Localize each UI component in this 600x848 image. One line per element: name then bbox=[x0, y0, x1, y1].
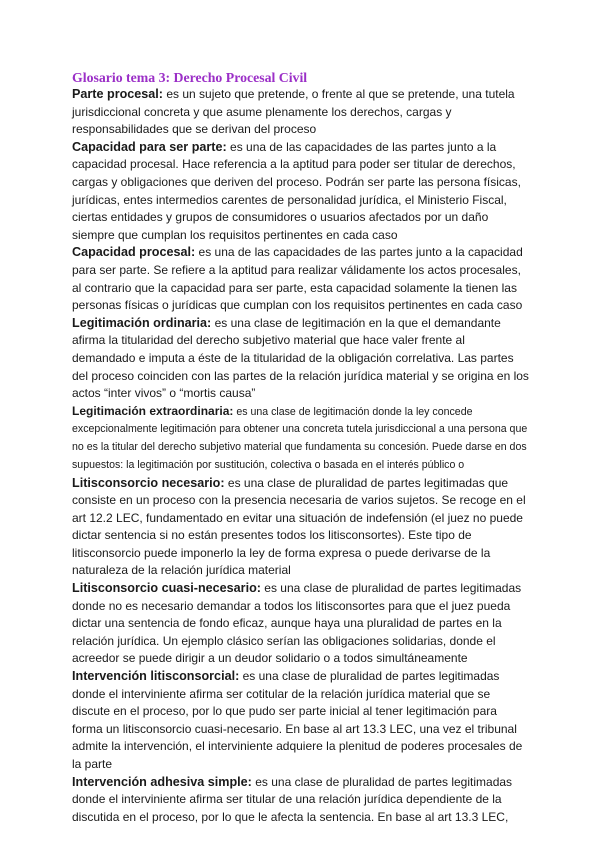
glossary-entry bbox=[72, 668, 530, 774]
entry-definition: es una de las capacidades de las partes junto a la capacidad para ser parte. Se refiere a la aptitud para realizar válidamente los actos procesales, al contrario que la capacidad para ser parte, esta capacidad solamente la tienen las personas físicas o jurídicas que cumplan con los requisitos pertinentes en cada caso bbox=[72, 245, 523, 313]
entry-definition: es una clase de legitimación en la que el demandante afirma la titularidad del derecho subjetivo material que hace valer frente al demandado e imputa a éste de la titularidad de la obligación correlativa. Las partes del proceso coinciden con las partes de la relación jurídica material y se origina en los actos “inter vivos” o “mortis causa” bbox=[72, 315, 529, 401]
glossary-entry bbox=[72, 403, 530, 475]
entry-term: Intervención litisconsorcial: bbox=[72, 669, 240, 684]
document-page bbox=[72, 69, 530, 826]
entry-definition: es una clase de pluralidad de partes legitimadas que consiste en un proceso con la presencia necesaria de varios sujetos. Se recoge en el art 12.2 LEC, fundamentado en evitar una situación de indefensión (el juez no puede dictar sentencia si no están presentes todos los litisconsortes). Este tipo de litisconsorcio puede imponerlo la ley de forma expresa o puede derivarse de la naturaleza de la relación jurídica material bbox=[72, 475, 526, 578]
glossary-entry bbox=[72, 244, 530, 314]
entry-term: Legitimación extraordinaria: bbox=[72, 403, 234, 418]
glossary-entry bbox=[72, 86, 530, 139]
entry-term: Intervención adhesiva simple: bbox=[72, 774, 252, 789]
entry-definition: es una clase de pluralidad de partes legitimadas donde no es necesario demandar a todos los litisconsortes para que el juez pueda dictar una sentencia de fondo eficaz, aunque haya una pluralidad de partes en la relación jurídica. Un ejemplo clásico serían las obligaciones solidarias, donde el acreedor se puede dirigir a un deudor solidario o a todos simultáneamente bbox=[72, 581, 522, 666]
entry-definition: es una clase de pluralidad de partes legitimadas donde el interviniente afirma ser cotitular de la relación jurídica material que se discute en el proceso, por lo que pudo ser parte inicial al tener legitimación para forma un litisconsorcio cuasi-necesario. En base al art 13.3 LEC, una vez el tribunal admite la intervención, el interviniente adquiere la plenitud de poderes procesales de la parte bbox=[72, 669, 523, 771]
entry-definition: es una clase de pluralidad de partes legitimadas donde el interviniente afirma ser titular de una relación jurídica dependiente de la discutida en el proceso, por lo que le afecta la sentencia. En base al art 13.3 LEC, bbox=[72, 774, 513, 824]
glossary-entry bbox=[72, 315, 530, 403]
entry-term: Litisconsorcio necesario: bbox=[72, 475, 225, 490]
entry-term: Capacidad para ser parte: bbox=[72, 139, 227, 154]
entry-definition: es una clase de legitimación donde la ley concede excepcionalmente legitimación para obtener una concreta tutela jurisdiccional a una persona que no es la titular del derecho subjetivo material que fundamenta su concesión. Puede darse en dos supuestos: la legitimación por sustitución, colectiva o basada en el interés público o bbox=[72, 405, 528, 471]
glossary-entry bbox=[72, 139, 530, 245]
glossary-entry bbox=[72, 580, 530, 668]
glossary-entry bbox=[72, 475, 530, 581]
entry-term: Legitimación ordinaria: bbox=[72, 315, 212, 330]
entry-term: Parte procesal: bbox=[72, 87, 163, 101]
glossary-entry bbox=[72, 774, 530, 827]
entry-term: Capacidad procesal: bbox=[72, 245, 196, 260]
entry-definition: es un sujeto que pretende, o frente al que se pretende, una tutela jurisdiccional concreta y que asume plenamente los derechos, cargas y responsabilidades que se derivan del proceso bbox=[72, 87, 515, 137]
page-title: Glosario tema 3: Derecho Procesal Civil bbox=[72, 70, 308, 85]
entry-term: Litisconsorcio cuasi-necesario: bbox=[72, 581, 261, 596]
entry-definition: es una de las capacidades de las partes junto a la capacidad procesal. Hace referencia a la aptitud para poder ser titular de derechos, cargas y obligaciones que deriven del proceso. Podrán ser parte las persona físicas, jurídicas, entes intermedios carentes de personalidad jurídica, el Ministerio Fiscal, ciertas entidades y grupos de consumidores o usuarios afectados por un daño siempre que cumplan los requisitos pertinentes en cada caso bbox=[72, 139, 521, 242]
